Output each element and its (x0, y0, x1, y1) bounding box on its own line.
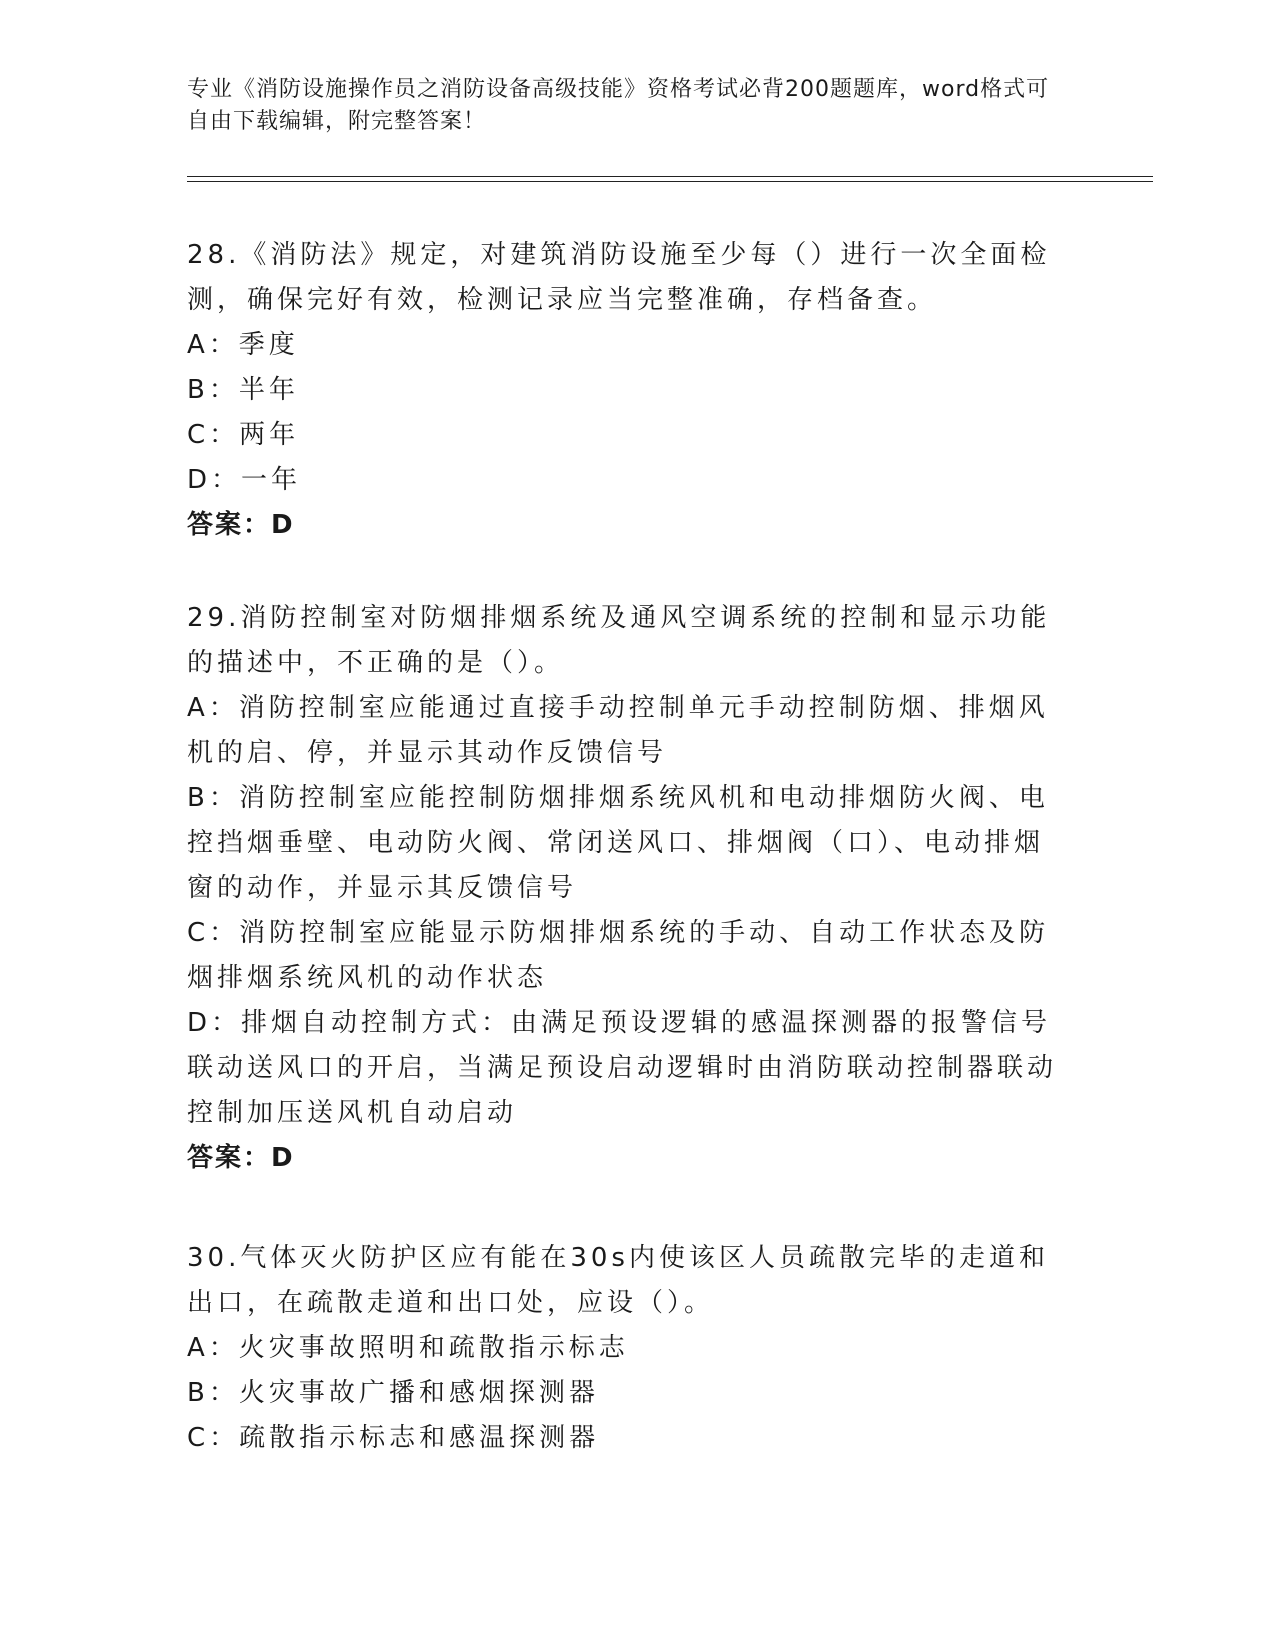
option-a: A：火灾事故照明和疏散指示标志 (187, 1333, 629, 1363)
option-a: A：季度 (187, 330, 299, 360)
option-b: B：半年 (187, 375, 299, 405)
document-header: 专业《消防设施操作员之消防设备高级技能》资格考试必背200题题库，word格式可自由下载编辑，附完整答案！ (187, 77, 1050, 134)
answer-label: 答案：D (187, 1143, 295, 1173)
question-stem: 29.消防控制室对防烟排烟系统及通风空调系统的控制和显示功能的描述中，不正确的是（）。 (187, 603, 1051, 678)
option-c: C：消防控制室应能显示防烟排烟系统的手动、自动工作状态及防烟排烟系统风机的动作状态 (187, 918, 1050, 993)
option-c: C：疏散指示标志和感温探测器 (187, 1423, 600, 1453)
question-28 (187, 233, 1072, 548)
answer-label: 答案：D (187, 510, 295, 540)
header-divider-bottom (187, 181, 1153, 182)
header-divider-top (187, 176, 1153, 177)
question-stem: 30.气体灭火防护区应有能在30s内使该区人员疏散完毕的走道和出口，在疏散走道和出口处，应设（）。 (187, 1243, 1049, 1318)
question-29 (187, 596, 1072, 1181)
option-c: C：两年 (187, 420, 300, 450)
question-30 (187, 1236, 1072, 1461)
option-a: A：消防控制室应能通过直接手动控制单元手动控制防烟、排烟风机的启、停，并显示其动作反馈信号 (187, 693, 1049, 768)
option-d: D：一年 (187, 465, 302, 495)
option-b: B：火灾事故广播和感烟探测器 (187, 1378, 599, 1408)
option-b: B：消防控制室应能控制防烟排烟系统风机和电动排烟防火阀、电控挡烟垂壁、电动防火阀、常闭送风口、排烟阀（口）、电动排烟窗的动作，并显示其反馈信号 (187, 783, 1049, 903)
option-d: D：排烟自动控制方式：由满足预设逻辑的感温探测器的报警信号联动送风口的开启，当满足预设启动逻辑时由消防联动控制器联动控制加压送风机自动启动 (187, 1008, 1058, 1128)
question-stem: 28.《消防法》规定，对建筑消防设施至少每（）进行一次全面检测，确保完好有效，检测记录应当完整准确，存档备查。 (187, 240, 1051, 315)
